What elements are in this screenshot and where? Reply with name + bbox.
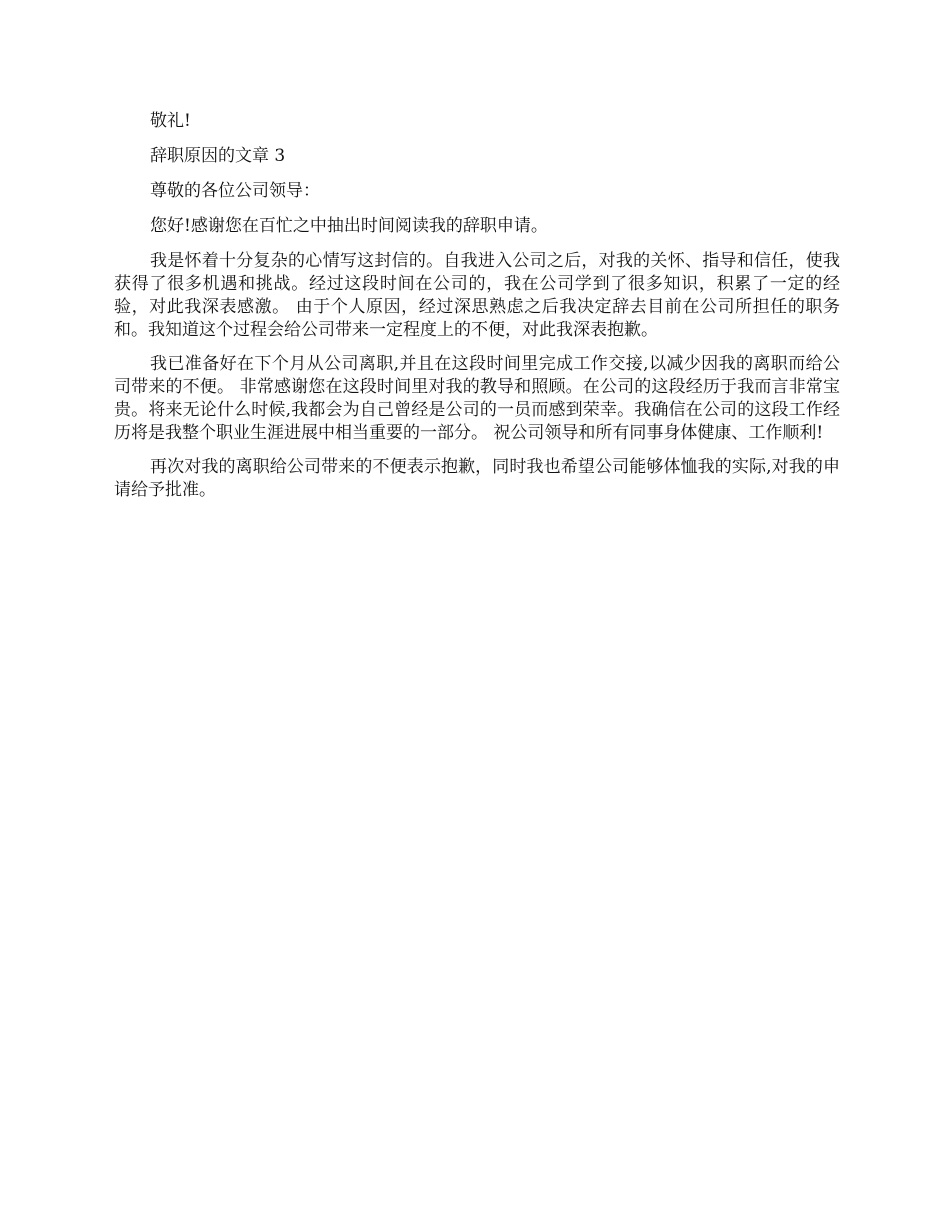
letter-greeting: 您好!感谢您在百忙之中抽出时间阅读我的辞职申请。: [150, 216, 548, 236]
letter-addressee: 尊敬的各位公司领导：: [150, 181, 320, 201]
body-paragraph: 再次对我的离职给公司带来的不便表示抱歉，同时我也希望公司能够体恤我的实际,对我的申请给予批准。: [114, 457, 840, 500]
body-paragraph: 我已准备好在下个月从公司离职,并且在这段时间里完成工作交接,以减少因我的离职而给公司带来的不便。 非常感谢您在这段时间里对我的教导和照顾。在公司的这段经历于我而言非常宝贵。将来无论什么时候,我都会为自己曾经是公司的一员而感到荣幸。我确信在公司的这段工作经历将是我整个职业生涯进展中相当重要的一部分。 祝公司领导和所有同事身体健康、工作顺利!: [114, 354, 840, 443]
closing-salutation: 敬礼!: [150, 111, 191, 131]
body-paragraph: 我是怀着十分复杂的心情写这封信的。自我进入公司之后，对我的关怀、指导和信任，使我获得了很多机遇和挑战。经过这段时间在公司的，我在公司学到了很多知识，积累了一定的经验，对此我深表感激。 由于个人原因，经过深思熟虑之后我决定辞去目前在公司所担任的职务和。我知道这个过程会给公司带来一定程度上的不便，对此我深表抱歉。: [114, 251, 840, 340]
document-body: [114, 110, 840, 513]
article-heading: 辞职原因的文章 3: [150, 146, 286, 166]
